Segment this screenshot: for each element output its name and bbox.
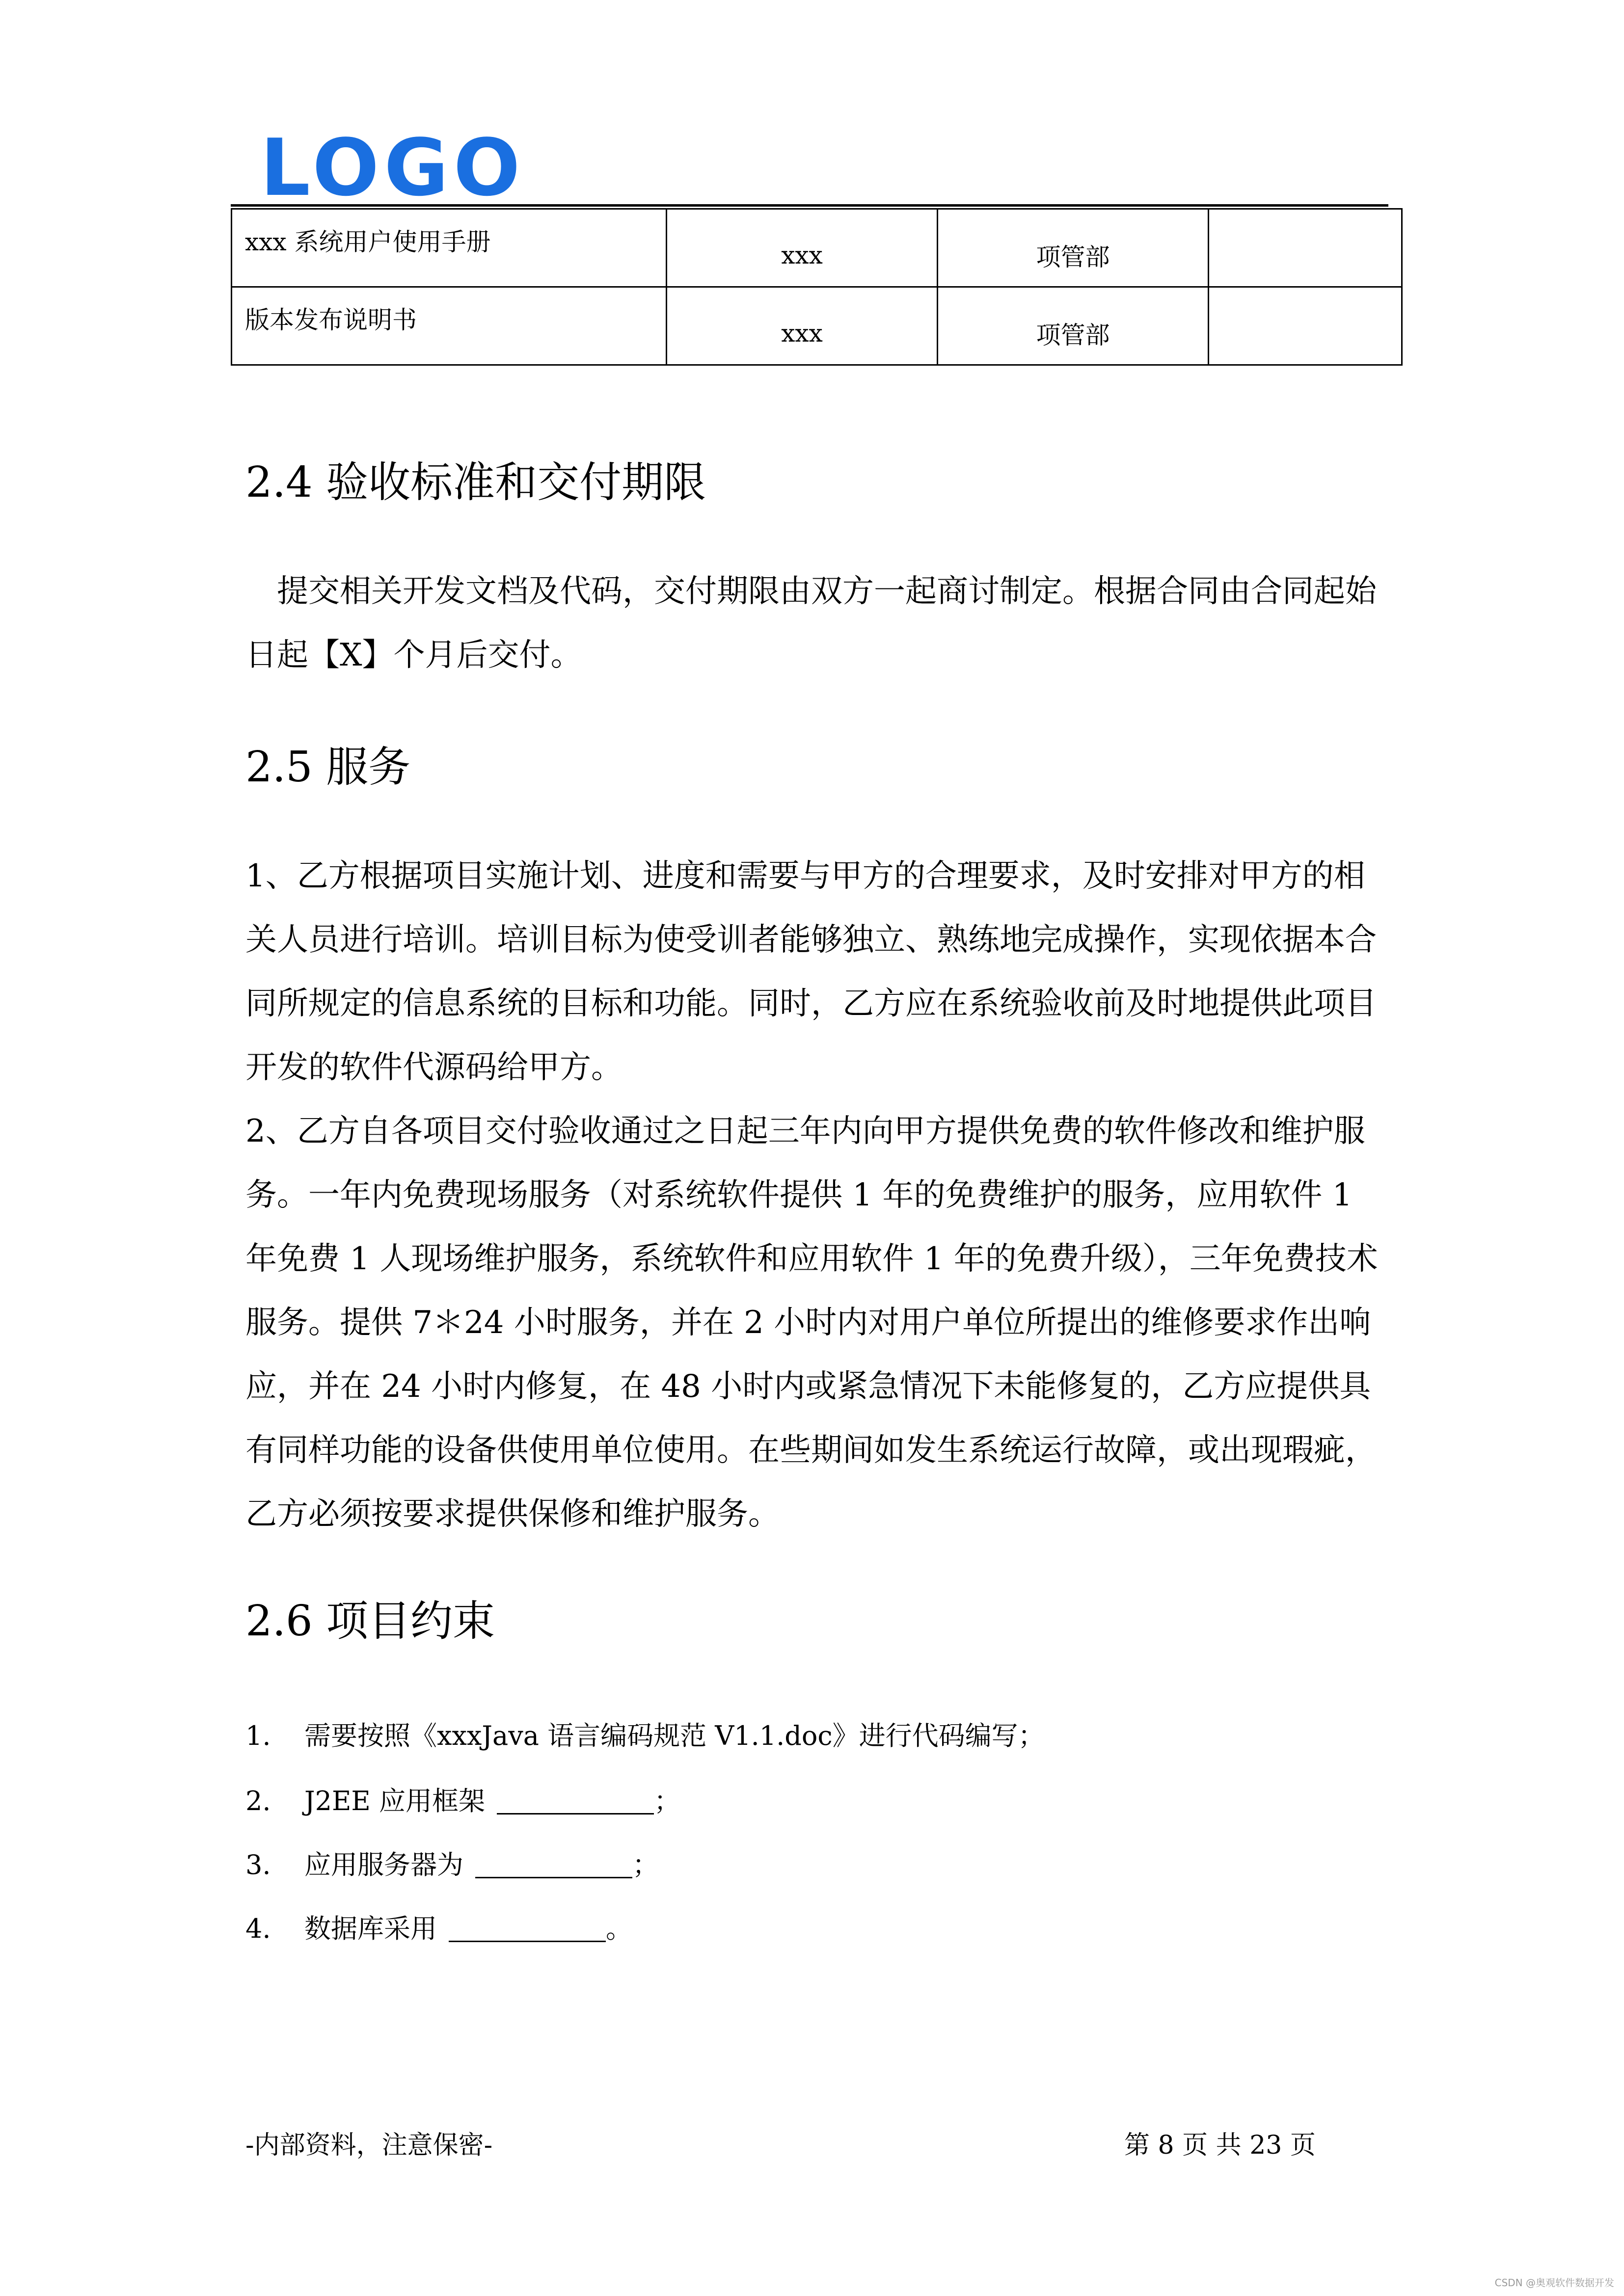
list-number: 2.	[245, 1786, 271, 1816]
table-row	[232, 287, 1402, 365]
list-text: J2EE 应用框架	[304, 1786, 486, 1816]
section-2-4-body: 提交相关开发文档及代码，交付期限由双方一起商讨制定。根据合同由合同起始日起【X】个月后交付。	[245, 573, 1377, 673]
list-number: 3.	[245, 1849, 271, 1880]
list-suffix: ；	[632, 1849, 659, 1880]
table-cell-dept: 项管部	[938, 209, 1209, 287]
footer-page-number: 第 8 页 共 23 页	[1124, 2131, 1316, 2160]
section-2-4-heading: 2.4 验收标准和交付期限	[245, 458, 706, 507]
fill-in-blank	[475, 1850, 632, 1878]
list-text: 需要按照《xxxJava 语言编码规范 V1.1.doc》进行代码编写；	[304, 1720, 1045, 1751]
table-cell-note	[1209, 209, 1402, 287]
constraint-item-1	[245, 1720, 1045, 1751]
fill-in-blank	[497, 1787, 654, 1815]
footer-confidential-note: -内部资料，注意保密-	[245, 2131, 493, 2160]
list-text: 应用服务器为	[304, 1849, 463, 1880]
table-row	[232, 209, 1402, 287]
list-number: 4.	[245, 1913, 271, 1944]
constraint-item-3	[245, 1850, 659, 1878]
watermark: CSDN @奥观软件数据开发	[1494, 2277, 1614, 2289]
section-2-5-heading: 2.5 服务	[245, 743, 411, 792]
table-cell-doc-name: 版本发布说明书	[232, 287, 667, 365]
table-cell-note	[1209, 287, 1402, 365]
constraint-item-4	[245, 1914, 632, 1942]
company-logo: LOGO	[260, 122, 525, 214]
list-suffix: 。	[606, 1913, 632, 1944]
table-cell-author: xxx	[667, 209, 938, 287]
section-2-5-paragraph-1: 1、乙方根据项目实施计划、进度和需要与甲方的合理要求，及时安排对甲方的相关人员进行培训。培训目标为使受训者能够独立、熟练地完成操作，实现依据本合同所规定的信息系统的目标和功能。同时，乙方应在系统验收前及时地提供此项目开发的软件代源码给甲方。	[245, 858, 1377, 1086]
table-cell-doc-name: xxx 系统用户使用手册	[232, 209, 667, 287]
deliverables-table	[231, 208, 1403, 366]
section-2-6-heading: 2.6 项目约束	[245, 1597, 495, 1646]
fill-in-blank	[449, 1914, 606, 1942]
list-text: 数据库采用	[304, 1913, 437, 1944]
table-cell-author: xxx	[667, 287, 938, 365]
list-suffix: ；	[654, 1786, 681, 1816]
header-divider	[231, 204, 1388, 207]
list-number: 1.	[245, 1720, 271, 1751]
table-cell-dept: 项管部	[938, 287, 1209, 365]
section-2-5-paragraph-2: 2、乙方自各项目交付验收通过之日起三年内向甲方提供免费的软件修改和维护服务。一年内免费现场服务（对系统软件提供 1 年的免费维护的服务，应用软件 1 年免费 1 人现场维护服务，系统软件和应用软件 1 年的免费升级），三年免费技术服务。提供 7＊24 小时服务，并在 2 小时内对用户单位所提出的维修要求作出响应，并在 24 小时内修复，在 48 小时内或紧急情况下未能修复的，乙方应提供具有同样功能的设备供使用单位使用。在些期间如发生系统运行故障，或出现瑕疵，乙方必须按要求提供保修和维护服务。	[245, 1113, 1378, 1532]
constraint-item-2	[245, 1787, 680, 1815]
